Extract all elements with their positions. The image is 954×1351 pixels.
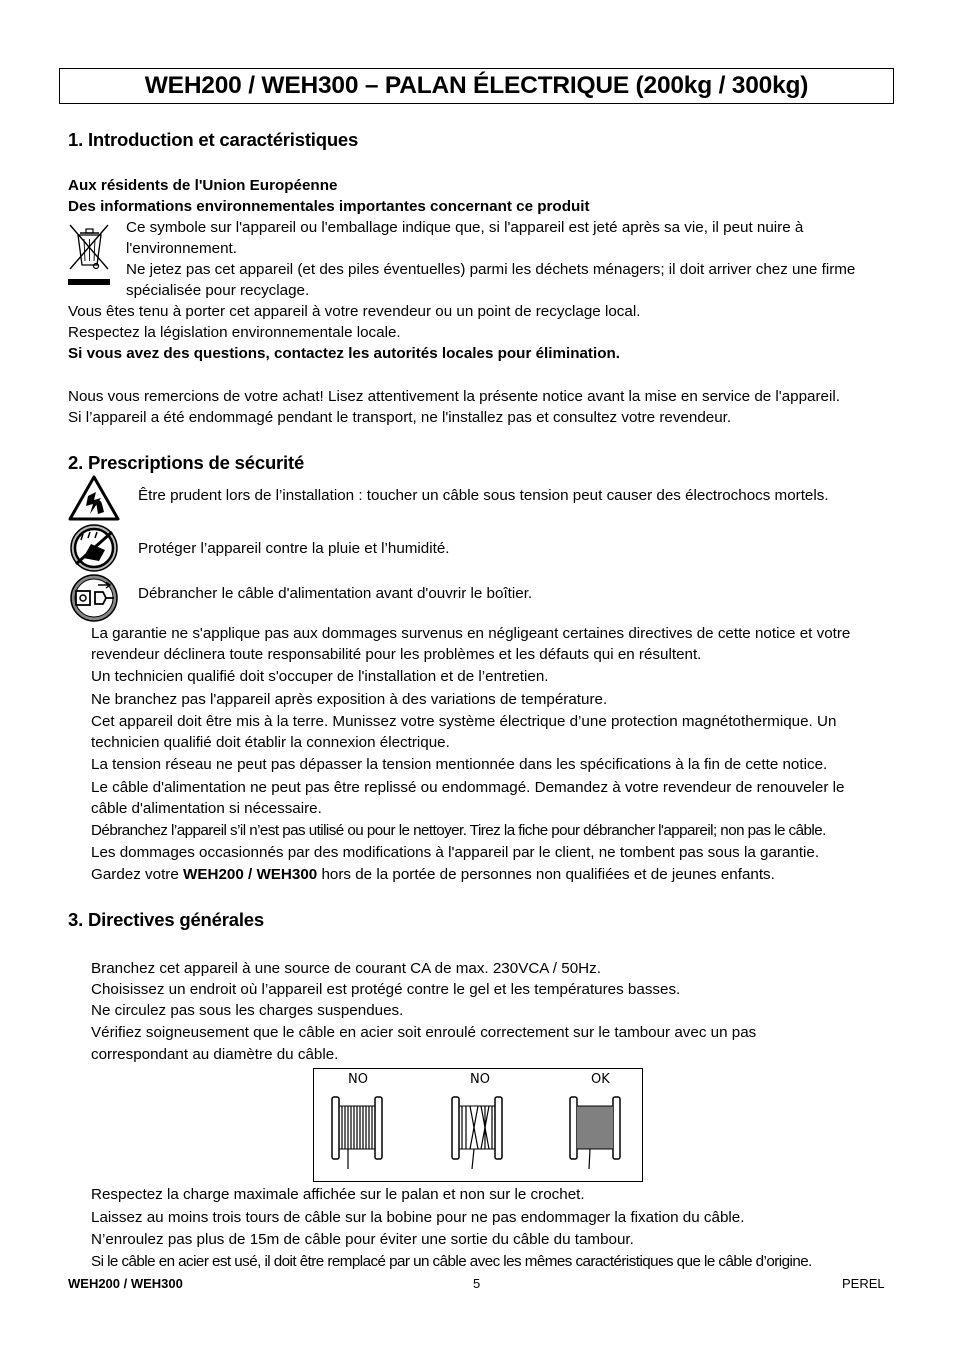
figure-label-ok: OK [591,1072,610,1087]
safety-paragraph: Cet appareil doit être mis à la terre. Munissez votre système électrique d’une protection magnétothermique. Un [91,713,837,730]
page-title: WEH200 / WEH300 – PALAN ÉLECTRIQUE (200kg / 300kg) [59,68,894,104]
safety-icon-text: Protéger l’appareil contre la pluie et l’humidité. [138,540,450,557]
safety-keep-away-line [91,864,775,885]
eu-residents-heading: Aux résidents de l'Union Européenne [68,177,338,194]
footer-model: WEH200 / WEH300 [68,1276,183,1291]
general-line: correspondant au diamètre du câble. [91,1046,339,1063]
general-line: Laissez au moins trois tours de câble sur la bobine pour ne pas endommager la fixation du câble. [91,1209,745,1226]
page-number: 5 [473,1276,481,1291]
weee-text-line: l'environnement. [126,240,237,257]
drum-crossed-winding-icon [448,1091,508,1171]
thanks-line: Nous vous remercions de votre achat! Lisez attentivement la présente notice avant la mise en service de l'appareil. [68,388,840,405]
electric-shock-warning-icon [68,474,120,522]
safety-paragraph: Un technicien qualifié doit s'occuper de l'installation et de l’entretien. [91,668,549,685]
recycle-line: Respectez la législation environnementale locale. [68,324,401,341]
safety-paragraph: câble d'alimentation si nécessaire. [91,800,322,817]
safety-icon-text: Être prudent lors de l’installation : toucher un câble sous tension peut causer des électrochocs mortels. [138,487,829,504]
thanks-line: Si l’appareil a été endommagé pendant le transport, ne l'installez pas et consultez votre revendeur. [68,409,732,426]
safety-paragraph: Le câble d'alimentation ne peut pas être replissé ou endommagé. Demandez à votre revendeur de renouveler le [91,779,845,796]
general-line: Respectez la charge maximale affichée sur le palan et non sur le crochet. [91,1186,585,1203]
safety-paragraph: technicien qualifié doit établir la connexion électrique. [91,734,450,751]
safety-paragraph: La garantie ne s'applique pas aux dommages survenus en négligeant certaines directives de cette notice et votre [91,625,851,642]
model-name: WEH200 / WEH300 [183,866,318,883]
environment-info-heading: Des informations environnementales importantes concernant ce produit [68,198,590,215]
figure-label-no: NO [348,1072,368,1087]
recycle-line: Vous êtes tenu à porter cet appareil à votre revendeur ou un point de recyclage local. [68,303,641,320]
questions-line: Si vous avez des questions, contactez les autorités locales pour élimination. [68,345,620,362]
keep-prefix: Gardez votre [91,866,184,883]
weee-text-line: Ne jetez pas cet appareil (et des piles éventuelles) parmi les déchets ménagers; il doit arriver chez une firme [126,261,856,278]
keep-suffix: hors de la portée de personnes non qualifiées et de jeunes enfants. [317,866,775,883]
safety-paragraph: Débranchez l’appareil s’il n’est pas utilisé ou pour le nettoyer. Tirez la fiche pour débrancher l'appareil; non pas le câble. [91,822,826,839]
unplug-icon [68,574,120,622]
general-line: N’enroulez pas plus de 15m de câble pour éviter une sortie du câble du tambour. [91,1231,634,1248]
general-line: Ne circulez pas sous les charges suspendues. [91,1002,404,1019]
safety-paragraph: La tension réseau ne peut pas dépasser la tension mentionnée dans les spécifications à la fin de cette notice. [91,756,828,773]
weee-bin-icon [66,221,112,291]
safety-icon-text: Débrancher le câble d'alimentation avant d'ouvrir le boîtier. [138,585,533,602]
cable-winding-figure [313,1068,643,1182]
general-line: Choisissez un endroit où l’appareil est protégé contre le gel et les températures basses. [91,981,681,998]
weee-text-line: spécialisée pour recyclage. [126,282,310,299]
general-line: Si le câble en acier est usé, il doit être remplacé par un câble avec les mêmes caractéristiques que le câble d’origine. [91,1253,812,1270]
drum-spaced-winding-icon [328,1091,388,1171]
drum-correct-winding-icon [566,1091,626,1171]
safety-paragraph: Les dommages occasionnés par des modifications à l'appareil par le client, ne tombent pas sous la garantie. [91,844,820,861]
rain-humidity-icon [68,524,120,572]
safety-paragraph: revendeur déclinera toute responsabilité pour les problèmes et les défauts qui en résultent. [91,646,702,663]
footer-brand: PEREL [842,1276,885,1291]
section-heading-general: 3. Directives générales [68,909,264,930]
figure-label-no: NO [470,1072,490,1087]
section-heading-safety: 2. Prescriptions de sécurité [68,452,305,473]
safety-paragraph: Ne branchez pas l'appareil après exposition à des variations de température. [91,691,608,708]
general-line: Vérifiez soigneusement que le câble en acier soit enroulé correctement sur le tambour avec un pas [91,1024,757,1041]
weee-text-line: Ce symbole sur l'appareil ou l'emballage indique que, si l'appareil est jeté après sa vie, il peut nuire à [126,219,804,236]
general-line: Branchez cet appareil à une source de courant CA de max. 230VCA / 50Hz. [91,960,601,977]
section-heading-introduction: 1. Introduction et caractéristiques [68,129,359,150]
